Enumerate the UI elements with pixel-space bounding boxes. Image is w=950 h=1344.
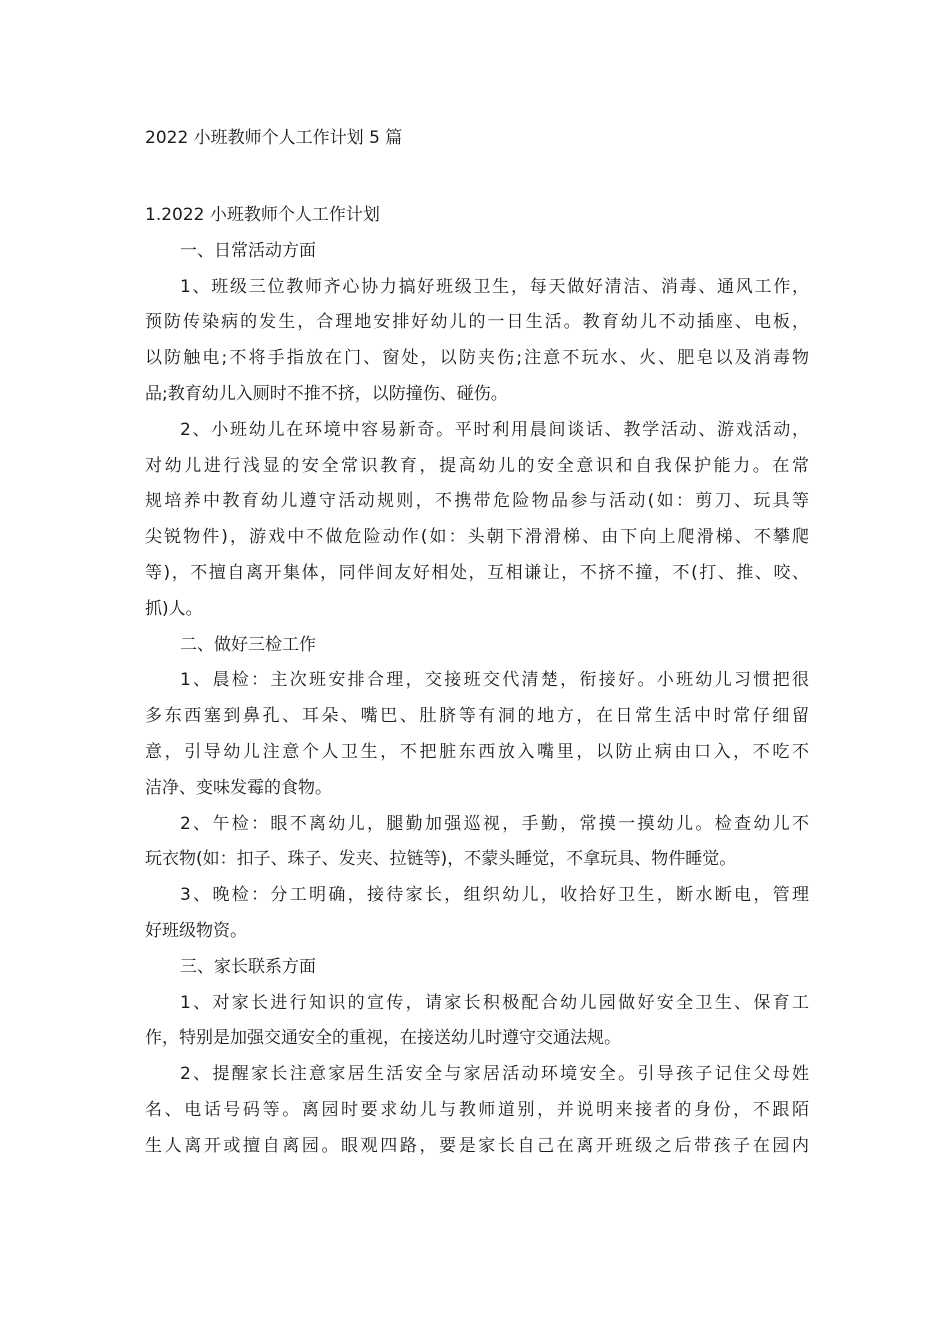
text-line: 品;教育幼儿入厕时不推不挤，以防撞伤、碰伤。: [145, 383, 508, 404]
text-line: 好班级物资。: [145, 920, 247, 941]
text-line: 以防触电;不将手指放在门、窗处，以防夹伤;注意不玩水、火、肥皂以及消毒物: [145, 348, 809, 369]
text-line: 1、晨检：主次班安排合理，交接班交代清楚，衔接好。小班幼儿习惯把很: [180, 670, 809, 691]
text-line: 三、家长联系方面: [180, 956, 316, 977]
text-line: 名、电话号码等。离园时要求幼儿与教师道别，并说明来接者的身份，不跟陌: [145, 1099, 809, 1120]
text-line: 1、班级三位教师齐心协力搞好班级卫生，每天做好清洁、消毒、通风工作，: [180, 276, 809, 297]
text-line: 玩衣物(如：扣子、珠子、发夹、拉链等)，不蒙头睡觉，不拿玩具、物件睡觉。: [145, 849, 737, 870]
text-line: 尖锐物件)，游戏中不做危险动作(如：头朝下滑滑梯、由下向上爬滑梯、不攀爬: [145, 527, 809, 548]
text-line: 2、午检：眼不离幼儿，腿勤加强巡视，手勤，常摸一摸幼儿。检查幼儿不: [180, 813, 809, 834]
text-line: 意，引导幼儿注意个人卫生，不把脏东西放入嘴里，以防止病由口入，不吃不: [145, 741, 809, 762]
document-body: [145, 198, 809, 1165]
text-line: 2、提醒家长注意家居生活安全与家居活动环境安全。引导孩子记住父母姓: [180, 1064, 809, 1085]
text-line: 作，特别是加强交通安全的重视，在接送幼儿时遵守交通法规。: [145, 1028, 621, 1049]
text-line: 2、小班幼儿在环境中容易新奇。平时利用晨间谈话、教学活动、游戏活动，: [180, 419, 809, 440]
text-line: 多东西塞到鼻孔、耳朵、嘴巴、肚脐等有洞的地方，在日常生活中时常仔细留: [145, 706, 809, 727]
text-line: 等)，不擅自离开集体，同伴间友好相处，互相谦让，不挤不撞，不(打、推、咬、: [145, 562, 809, 583]
text-line: 二、做好三检工作: [180, 634, 316, 655]
document-title: 2022 小班教师个人工作计划 5 篇: [145, 128, 403, 148]
text-line: 生人离开或擅自离园。眼观四路，要是家长自己在离开班级之后带孩子在园内: [145, 1135, 809, 1156]
text-line: 1、对家长进行知识的宣传，请家长积极配合幼儿园做好安全卫生、保育工: [180, 992, 809, 1013]
text-line: 一、日常活动方面: [180, 240, 316, 261]
text-line: 抓)人。: [145, 598, 203, 619]
text-line: 对幼儿进行浅显的安全常识教育，提高幼儿的安全意识和自我保护能力。在常: [145, 455, 809, 476]
text-line: 3、晚检：分工明确，接待家长，组织幼儿，收拾好卫生，断水断电，管理: [180, 885, 809, 906]
text-line: 1.2022 小班教师个人工作计划: [145, 205, 380, 225]
text-line: 预防传染病的发生，合理地安排好幼儿的一日生活。教育幼儿不动插座、电板，: [145, 312, 809, 333]
text-line: 规培养中教育幼儿遵守活动规则，不携带危险物品参与活动(如：剪刀、玩具等: [145, 491, 809, 512]
text-line: 洁净、变味发霉的食物。: [145, 777, 332, 798]
